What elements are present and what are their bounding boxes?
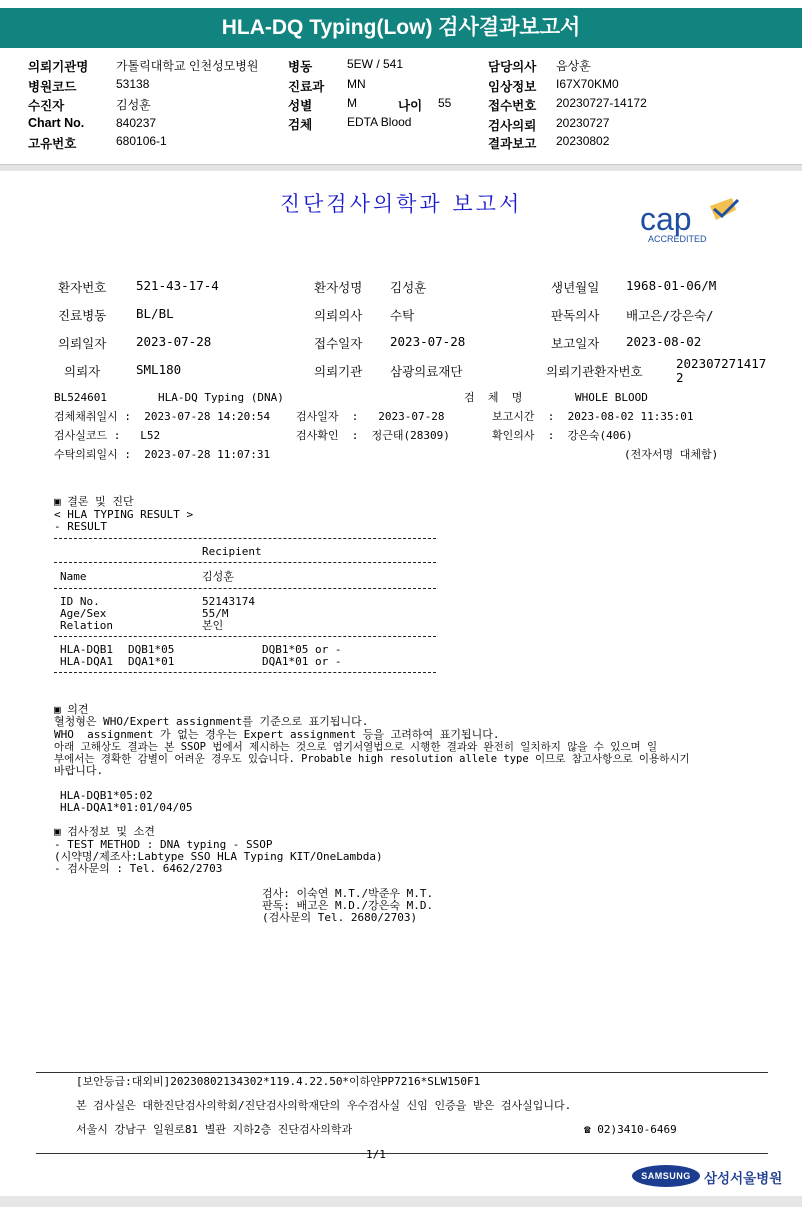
label-age: 나이 [398, 99, 423, 113]
value-result-report: 20230802 [556, 134, 610, 148]
e-signature-note: (전자서명 대체함) [624, 448, 719, 461]
test-method: - TEST METHOD : DNA typing - SSOP [54, 838, 273, 851]
value-relation: 본인 [202, 619, 224, 632]
value-report-date: 2023-08-02 [626, 334, 702, 349]
label-patient-name: 환자성명 [314, 280, 363, 295]
label-request-date: 의뢰일자 [58, 336, 107, 351]
value-ward-dept: BL/BL [136, 306, 174, 321]
label-patient: 수진자 [28, 99, 65, 113]
lab-phone: ☎ 02)3410-6469 [584, 1123, 677, 1136]
cap-accredited-logo-icon [636, 196, 744, 246]
value-org-patient-no-cont: 2 [676, 370, 684, 385]
label-patient-no: 환자번호 [58, 280, 107, 295]
result-heading: - RESULT [54, 520, 107, 533]
page-number: 1/1 [366, 1148, 386, 1161]
value-specimen: EDTA Blood [347, 115, 412, 129]
samsung-hospital-logo [632, 1163, 783, 1189]
locus-dqb1: HLA-DQB1 [60, 643, 113, 656]
bottom-band [0, 1196, 802, 1207]
exam-name: HLA-DQ Typing (DNA) [158, 391, 284, 404]
security-line: [보안등급:대외비]20230802134302*119.4.22.50*이하얀PP7216*SLW150F1 [76, 1075, 481, 1088]
result-section-title: ▣ 결론 및 진단 [54, 495, 134, 508]
exam-confirm: 검사확인 : 정근태(28309) [296, 429, 450, 442]
label-requesting-org: 의뢰기관 [314, 364, 363, 379]
label-hospital-code: 병원코드 [28, 80, 77, 94]
value-reading-doctor: 배고은/강은숙/ [626, 308, 714, 323]
reagent-info: (시약명/제조사:Labtype SSO HLA Typing KIT/OneLambda) [54, 850, 383, 863]
lab-address: 서울시 강남구 일원로81 별관 지하2층 진단검사의학과 [76, 1123, 353, 1136]
value-org-patient-no: 202307271417 [676, 356, 767, 371]
samsung-logo-icon: SAMSUNG [632, 1165, 700, 1187]
value-ward: 5EW / 541 [347, 57, 404, 71]
label-specimen-name: 검 체 명 [464, 391, 523, 404]
value-name: 김성훈 [202, 570, 234, 583]
label-accession-no: 접수번호 [488, 99, 537, 113]
collection-datetime: 검체채취일시 : 2023-07-28 14:20:54 [54, 410, 271, 423]
value-id-no: 52143174 [202, 595, 255, 608]
allele1-dqb1: DQB1*05 [128, 643, 175, 656]
value-requesting-org: 삼광의료재단 [390, 364, 463, 379]
value-age: 55 [438, 96, 452, 110]
label-requester: 의뢰자 [64, 364, 101, 379]
certification-note: 본 검사실은 대한진단검사의학회/진단검사의학재단의 우수검사실 신임 인증을 받은 검사실입니다. [76, 1099, 572, 1112]
value-birthdate: 1968-01-06/M [626, 278, 717, 293]
cap-logo-subtext: ACCREDITED [648, 234, 707, 244]
label-unique-no: 고유번호 [28, 137, 77, 151]
value-receipt-date: 2023-07-28 [390, 334, 466, 349]
label-receipt-date: 접수일자 [314, 336, 363, 351]
value-requester: SML180 [136, 362, 182, 377]
opinion-line: 바랍니다. [54, 764, 104, 777]
label-relation: Relation [60, 619, 113, 632]
value-unique-no: 680106-1 [116, 134, 167, 148]
value-request-date: 2023-07-28 [136, 334, 212, 349]
report-time: 보고시간 : 2023-08-02 11:35:01 [492, 410, 694, 423]
label-attending-doctor: 담당의사 [488, 60, 537, 74]
lab-room-code: 검사실코드 : L52 [54, 429, 161, 442]
label-ward-dept: 진료병동 [58, 308, 107, 323]
report-title-bar [0, 8, 802, 48]
label-test-request: 검사의뢰 [488, 119, 537, 133]
hla-typing-result-heading: < HLA TYPING RESULT > [54, 508, 194, 521]
allele2-dqb1: DQB1*05 or - [262, 643, 342, 656]
label-requesting-institution: 의뢰기관명 [28, 60, 89, 74]
label-age-sex: Age/Sex [60, 607, 107, 620]
label-sex: 성별 [288, 99, 313, 113]
value-chart-no: 840237 [116, 116, 157, 130]
test-info-section-title: ▣ 검사정보 및 소견 [54, 825, 155, 838]
value-patient: 김성훈 [116, 98, 151, 112]
value-attending-doctor: 음상훈 [556, 59, 591, 73]
result-divider [54, 562, 436, 563]
value-test-request: 20230727 [556, 116, 610, 130]
cap-logo-text: cap [640, 201, 692, 237]
label-name: Name [60, 570, 87, 583]
value-patient-name: 김성훈 [390, 280, 427, 295]
lab-report-title: 진단검사의학과 보고서 [279, 192, 523, 216]
value-specimen-name: WHOLE BLOOD [575, 391, 648, 404]
value-age-sex: 55/M [202, 607, 229, 620]
signer-physicians: 판독: 배고은 M.D./강은숙 M.D. [262, 899, 434, 912]
label-reading-doctor: 판독의사 [551, 308, 600, 323]
label-id-no: ID No. [60, 595, 100, 608]
opinion-line: WHO assignment 가 없는 경우는 Expert assignment 등을 고려하여 표기됩니다. [54, 728, 500, 741]
confirm-doctor: 확인의사 : 강은숙(406) [492, 429, 633, 442]
exam-code: BL524601 [54, 391, 107, 404]
allele-detail-dqb1: HLA-DQB1*05:02 [60, 789, 153, 802]
value-clinical-info: I67X70KM0 [556, 77, 619, 91]
result-divider [54, 672, 436, 673]
header-separator [0, 164, 802, 171]
opinion-line: 혈청형은 WHO/Expert assignment를 기준으로 표기됩니다. [54, 715, 369, 728]
exam-date: 검사일자 : 2023-07-28 [296, 410, 445, 423]
label-ward: 병동 [288, 60, 313, 74]
label-specimen: 검체 [288, 118, 313, 132]
opinion-section-title: ▣ 의견 [54, 703, 89, 716]
allele2-dqa1: DQA1*01 or - [262, 655, 342, 668]
title-text: HLA-DQ Typing(Low) 검사결과보고서 [221, 16, 581, 39]
opinion-line: 아래 고해상도 결과는 본 SSOP 법에서 제시하는 것으로 염기서열법으로 시행한 결과와 완전히 일치하지 않을 수 있으며 일 [54, 741, 658, 753]
value-sex: M [347, 96, 357, 110]
locus-dqa1: HLA-DQA1 [60, 655, 113, 668]
test-inquiry: - 검사문의 : Tel. 6462/2703 [54, 862, 223, 875]
value-requesting-doctor: 수탁 [390, 308, 415, 323]
value-requesting-institution: 가톨릭대학교 인천성모병원 [116, 59, 259, 73]
value-department: MN [347, 77, 366, 91]
value-accession-no: 20230727-14172 [556, 96, 647, 110]
result-divider [54, 538, 436, 539]
request-datetime: 수탁의뢰일시 : 2023-07-28 11:07:31 [54, 448, 271, 461]
label-department: 진료과 [288, 80, 325, 94]
label-birthdate: 생년월일 [551, 280, 600, 295]
hospital-name: 삼성서울병원 [704, 1171, 783, 1186]
allele-detail-dqa1: HLA-DQA1*01:01/04/05 [60, 801, 193, 814]
label-result-report: 결과보고 [488, 137, 537, 151]
label-requesting-doctor: 의뢰의사 [314, 308, 363, 323]
label-org-patient-no: 의뢰기관환자번호 [546, 364, 643, 379]
label-clinical-info: 임상정보 [488, 80, 537, 94]
value-hospital-code: 53138 [116, 77, 150, 91]
value-patient-no: 521-43-17-4 [136, 278, 219, 293]
result-divider [54, 636, 436, 637]
label-chart-no: Chart No. [28, 116, 85, 130]
allele1-dqa1: DQA1*01 [128, 655, 175, 668]
result-divider [54, 588, 436, 589]
label-report-date: 보고일자 [551, 336, 600, 351]
signer-technologists: 검사: 이숙연 M.T./박준우 M.T. [262, 887, 434, 900]
signer-inquiry: (검사문의 Tel. 2680/2703) [262, 911, 418, 924]
recipient-heading: Recipient [202, 545, 262, 558]
opinion-line: 부에서는 경확한 감별이 어려운 경우도 있습니다. Probable high resolution allele type 이므로 참고사항으로 이용하시기 [54, 753, 690, 765]
